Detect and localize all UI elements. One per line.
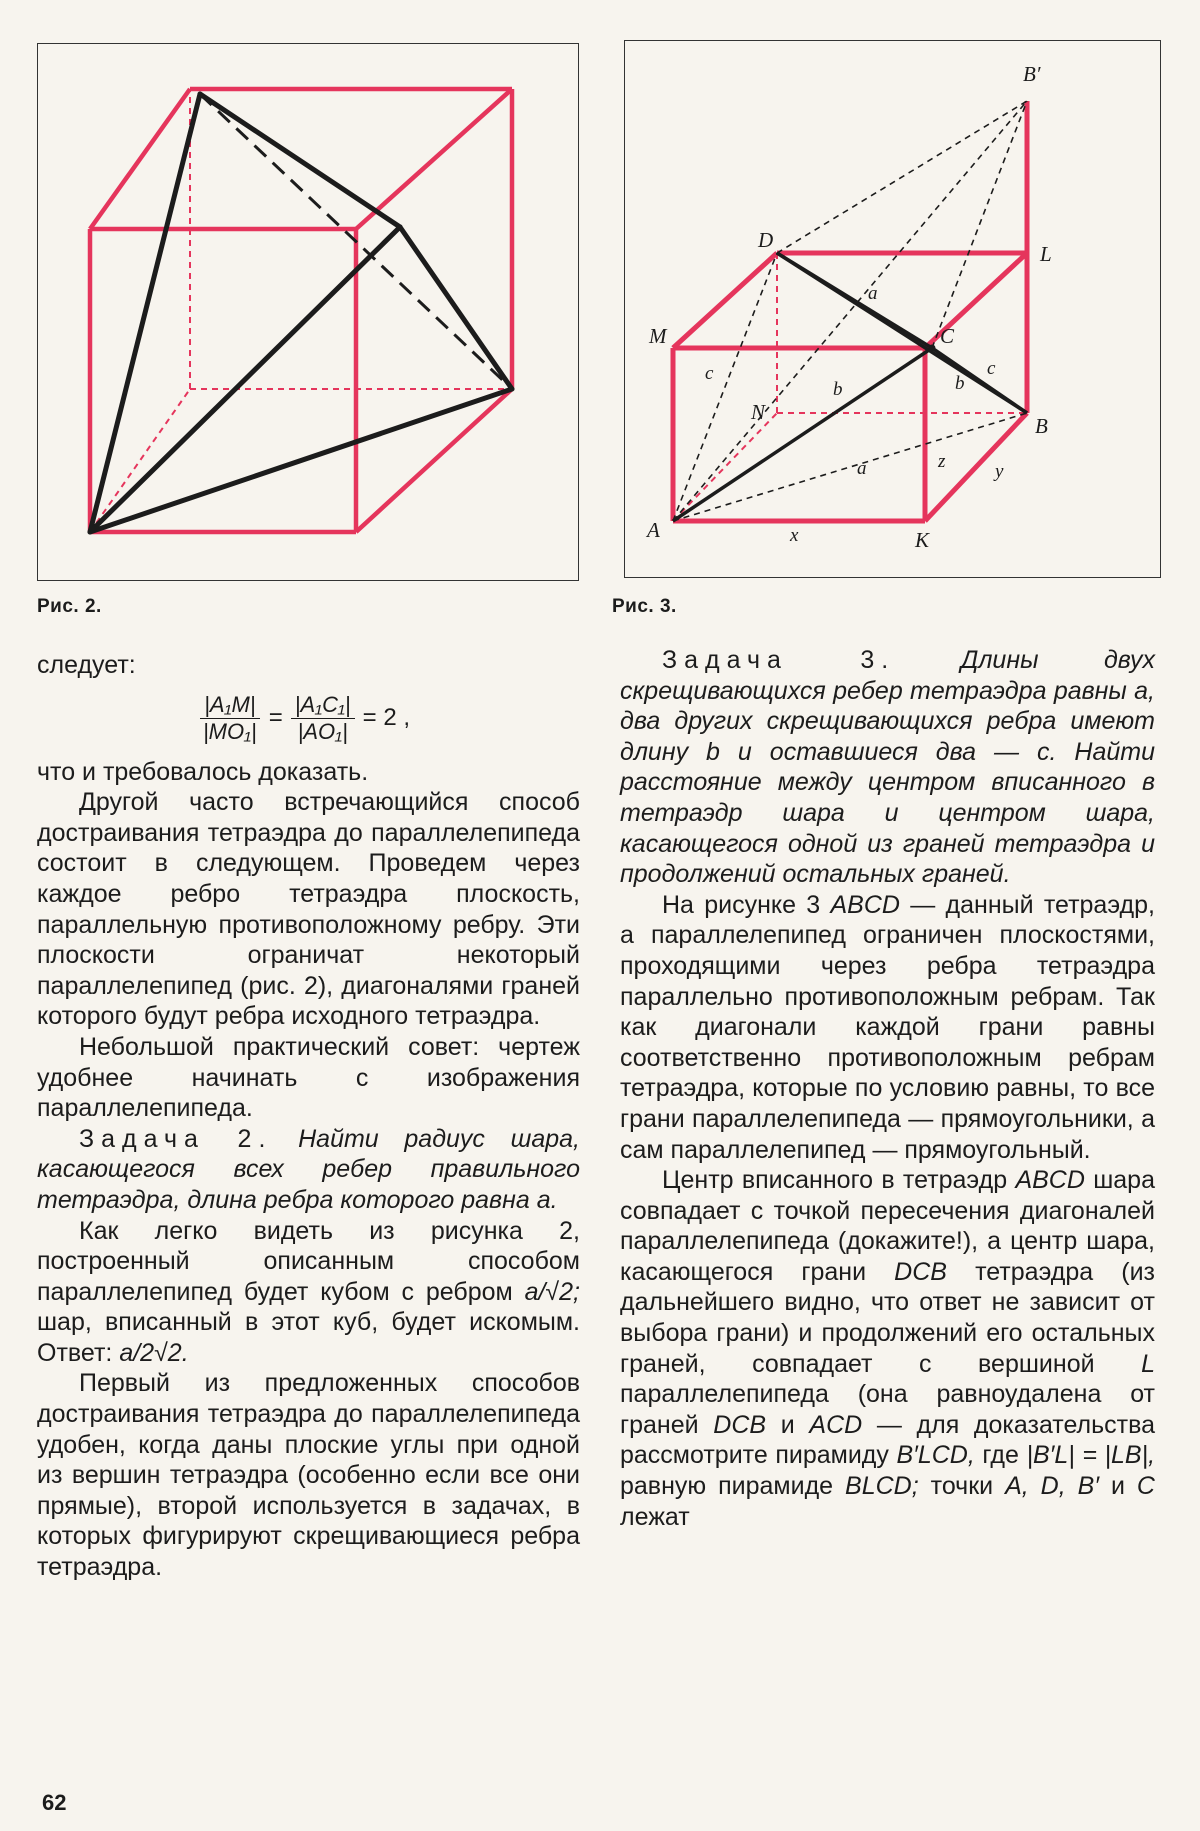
center-text-10: и <box>1110 1472 1125 1501</box>
center-dcb-2: DCB <box>713 1410 767 1439</box>
center-text-9: точки <box>930 1472 994 1501</box>
label-edge-a-top: a <box>868 283 878 304</box>
center-blcd: BLCD; <box>845 1472 919 1501</box>
paragraph-follows: следует: <box>37 651 136 679</box>
tetra-edge <box>90 94 200 532</box>
center-point-A: A, <box>1005 1472 1029 1501</box>
center-text-11: лежат <box>620 1502 690 1531</box>
figure-3 <box>624 40 1161 578</box>
center-text-6: — для доказательства рассмотрите пирамиду <box>620 1410 1156 1470</box>
formula-result: = 2 , <box>362 704 411 732</box>
label-N: N <box>751 400 766 424</box>
cube-answer: a/2√2. <box>119 1338 189 1367</box>
tetra-edge <box>90 227 400 532</box>
cube-hidden-edge <box>90 389 190 532</box>
paragraph-advice: Небольшой практический совет: чертеж удобнее начинать с изображения параллелепипеда. <box>37 1032 580 1123</box>
label-edge-c-left: c <box>705 363 714 384</box>
fig3-text-a: На рисунке 3 <box>662 890 821 919</box>
task-3-label: Задача 3. <box>662 646 896 674</box>
cube-edge <box>356 389 512 532</box>
label-edge-b-left: b <box>833 379 843 400</box>
fraction-1 <box>199 692 261 745</box>
center-L: L <box>1141 1349 1155 1378</box>
paragraph-center <box>620 1165 1155 1532</box>
center-text-3: тетраэдра (из дальнейшего видно, что ответ не зависит от выбора грани) и продолжений его остальных граней, совпадает с вершиной <box>620 1257 1156 1378</box>
right-column <box>620 645 1155 1532</box>
figure-2 <box>37 43 579 581</box>
task-3-text: Длины двух скрещивающихся ребер тетраэдра равны a, два других скрещивающихся ребра имеют длину b и оставшиеся два — c. Найти расстояние между центром вписанного в тетраэдр шара и центром шара, касающегося одной из граней тетраэдра и продолжений остальных граней. <box>620 646 1156 889</box>
page-number: 62 <box>42 1790 67 1815</box>
label-B-prime: B′ <box>1023 62 1041 86</box>
cube-text-b: шар, вписанный в этот куб, будет искомым. Ответ: <box>37 1308 580 1367</box>
paragraph-cube <box>37 1216 580 1369</box>
fraction-1-denominator: |MO₁| <box>202 719 257 745</box>
center-acd: ACD <box>809 1410 863 1439</box>
center-equality: |B′L| = |LB|, <box>1026 1441 1156 1470</box>
cube-hidden-edges <box>90 89 512 532</box>
task-2-text: Найти радиус шара, касающегося всех ребер правильного тетраэдра, длина ребра которого равна a. <box>37 1124 581 1214</box>
box-hidden-edges <box>673 253 1027 521</box>
label-z: z <box>938 451 946 472</box>
center-abcd: ABCD <box>1015 1166 1085 1195</box>
figure-2-caption: Рис. 2. <box>37 596 102 617</box>
center-pyramid: B′LCD, <box>896 1441 975 1470</box>
task-3 <box>620 645 1155 890</box>
tetra-edge-CB <box>932 348 1027 413</box>
label-edge-b-right: b <box>955 373 965 394</box>
cube-text-a: Как легко видеть из рисунка 2, построенный описанным способом параллелепипед будет кубом с ребром <box>37 1216 580 1306</box>
label-C: C <box>940 324 955 348</box>
label-edge-a-bottom: a <box>857 458 867 479</box>
label-x: x <box>790 525 799 546</box>
line-DB-prime <box>777 101 1027 253</box>
left-column <box>37 650 580 1583</box>
tetrahedron-dashed-edges <box>673 101 1027 521</box>
fraction-1-numerator: |A₁M| <box>200 692 259 719</box>
label-edge-c-right: c <box>987 358 996 379</box>
figure-3-caption: Рис. 3. <box>612 596 677 617</box>
paragraph-method-2: Другой часто встречающийся способ достраивания тетраэдра до параллелепипеда состоит в следующем. Проведем через каждое ребро тетраэдра плоскость, параллельную противоположному ребру. Эти плоскости ограничат некоторый параллелепипед (рис. 2), диагоналями граней которого будут ребра исходного тетраэдра. <box>37 788 580 1031</box>
paragraph-figure-3 <box>620 890 1155 1165</box>
ratio-formula <box>37 683 580 755</box>
fig3-abcd: ABCD <box>830 890 900 919</box>
center-text-1: Центр вписанного в тетраэдр <box>662 1166 1008 1195</box>
center-dcb: DCB <box>894 1257 947 1286</box>
label-M: M <box>649 324 667 348</box>
box-edge <box>673 253 777 348</box>
label-L: L <box>1040 242 1052 266</box>
tetrahedron-edges <box>90 94 512 532</box>
center-point-C: C <box>1136 1472 1155 1501</box>
equals-sign: = <box>268 704 283 732</box>
tetra-edge-AD <box>673 253 777 521</box>
fraction-2-numerator: |A₁C₁| <box>291 692 355 719</box>
line-AB-prime <box>673 101 1027 521</box>
label-A: A <box>647 518 660 542</box>
point-C <box>929 345 936 352</box>
task-2-label: Задача 2. <box>79 1124 273 1153</box>
box-hidden-edge <box>673 413 777 521</box>
fraction-2-denominator: |AO₁| <box>297 719 348 745</box>
cube-edge <box>90 89 190 229</box>
task-2 <box>37 1124 580 1216</box>
label-D: D <box>758 228 774 252</box>
cube-edge <box>356 89 512 229</box>
tetrahedron-solid-edges <box>673 253 1027 521</box>
fig3-text-b: — данный тетраэдр, а параллелепипед ограничен плоскостями, проходящими через ребра тетраэдра параллельно противоположным ребрам. Так как диагонали каждой грани равны соответственно противоположным ребрам тетраэдра, которые по условию равны, то все грани параллелепипеда — прямоугольники, а сам параллелепипед — прямоугольный. <box>620 890 1155 1164</box>
tetra-edge-DC <box>777 253 932 348</box>
center-point-D: D, <box>1040 1472 1066 1501</box>
label-y: y <box>995 461 1004 482</box>
figure-3-drawing <box>625 41 1160 577</box>
fraction-2 <box>291 692 355 745</box>
cube-edges <box>90 89 512 532</box>
cube-edge-formula: a/√2; <box>524 1277 580 1306</box>
figure-2-drawing <box>38 44 578 580</box>
center-text-8: равную пирамиде <box>620 1472 834 1501</box>
tetra-edge <box>90 389 512 532</box>
center-text-7: где <box>982 1441 1019 1470</box>
center-text-2: шара совпадает с точкой пересечения диагоналей параллелепипеда (докажите!), а центр шара, касающегося грани <box>620 1166 1155 1286</box>
label-B: B <box>1035 414 1048 438</box>
label-K: K <box>915 528 930 552</box>
center-text-4: параллелепипеда (она равноудалена от граней <box>620 1380 1155 1439</box>
tetra-edge <box>200 94 400 227</box>
paragraph-first-method: Первый из предложенных способов достраивания тетраэдра до параллелепипеда удобен, когда даны плоские углы при одной из вершин тетраэдра (особенно если все они прямые), второй используется в задачах, в которых фигурируют скрещивающиеся ребра тетраэдра. <box>37 1369 580 1582</box>
center-point-B-prime: B′ <box>1077 1472 1100 1501</box>
center-text-5: и <box>780 1410 795 1439</box>
tetra-edge <box>400 227 512 389</box>
line-CB-prime <box>932 101 1027 348</box>
paragraph-proved: что и требовалось доказать. <box>37 757 369 786</box>
